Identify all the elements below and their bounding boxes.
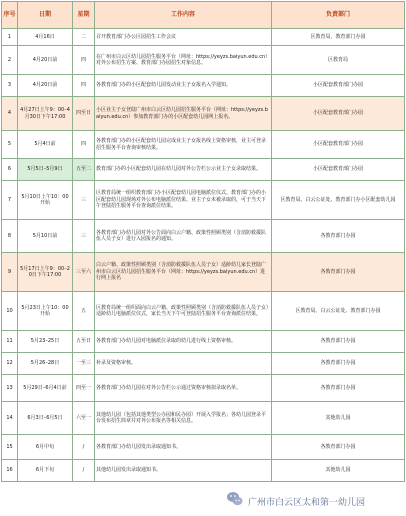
- row-content: 区教育局统一组织面向白云户籍、政策性照顾类别（含消防救援队伍人员子女）适龄幼儿电脑派位仪式，家长当天下午可登陆招生服务平台查询派位结果。: [95, 292, 272, 331]
- row-dept: 小区配套教育部门办园: [272, 131, 405, 159]
- row-date: 5月26–28日: [18, 353, 73, 375]
- row-weekday: 三: [73, 181, 95, 220]
- row-no: 6: [2, 159, 18, 181]
- row-content: 小区业主子女登陆广州市白云区幼儿园招生服务平台（网址：https://yeyzs.baiyun.edu.cn）参加教育部门办的小区配套幼儿园网上报名。: [95, 97, 272, 131]
- row-weekday: 四至一: [73, 375, 95, 402]
- table-row: [2, 353, 405, 375]
- row-dept: 小区配套教育部门办园: [272, 75, 405, 97]
- row-content: 区教育局统一组织教育部门办小区配套幼儿园电脑派位仪式。教育部门办的小区配套幼儿园现场对外公布电脑派位结果。业主子女未被录取的，可于当天下午登陆招生服务平台查询派位结果。: [95, 181, 272, 220]
- row-dept: 各教育部门办园: [272, 435, 405, 460]
- row-date: 6月下旬: [18, 460, 73, 482]
- row-no: 15: [2, 435, 18, 460]
- row-dept: 各教育部门办园: [272, 220, 405, 253]
- row-dept: 各教育部门办园: [272, 353, 405, 375]
- row-content: 白云户籍、政策性照顾类别（含消防救援队伍人员子女）适龄幼儿家长登陆广州市白云区幼儿园招生服务平台（网址：https://yeyzs.baiyun.edu.cn）进行网上报名: [95, 253, 272, 292]
- row-no: 1: [2, 29, 18, 46]
- table-row-highlighted: [2, 253, 405, 292]
- row-no: 13: [2, 375, 18, 402]
- row-weekday: 三至六: [73, 253, 95, 292]
- row-content: 各教育部门办幼儿园在对外公告栏公示通过资格审核拟录取名单。: [95, 375, 272, 402]
- row-weekday: 四: [73, 46, 95, 75]
- table-header-row: [2, 2, 405, 29]
- row-date: 5月10日前: [18, 220, 73, 253]
- row-weekday: 四: [73, 75, 95, 97]
- row-weekday: 五: [73, 292, 95, 331]
- row-content: 在广州市白云区幼儿园招生服务平台（网址：https://yeyzs.baiyun.edu.cn）对外公布招生方案、教育部门办园招生对象信息。: [95, 46, 272, 75]
- row-no: 16: [2, 460, 18, 482]
- row-no: 3: [2, 75, 18, 97]
- row-date: 4月20日前: [18, 75, 73, 97]
- row-dept: 小区配套教育部门办园: [272, 159, 405, 181]
- row-weekday: 四至日: [73, 97, 95, 131]
- table-row: [2, 46, 405, 75]
- row-no: 4: [2, 97, 18, 131]
- row-content: 其他幼儿园（包括其他类型公办园和民办园）开展入学报名；各幼儿园登录平台发布招生简章并对外公布报名等相关信息。: [95, 402, 272, 435]
- row-content: 补录及资格审核。: [95, 353, 272, 375]
- table-row: [2, 220, 405, 253]
- table-row: [2, 402, 405, 435]
- row-date: 6月中旬: [18, 435, 73, 460]
- row-no: 9: [2, 253, 18, 292]
- row-date: 5月17日上午9：00–20日下午17:00: [18, 253, 73, 292]
- row-weekday: /: [73, 460, 95, 482]
- table-row-highlighted: [2, 97, 405, 131]
- row-content: 各教育部门办幼儿园发出录取通知书。: [95, 435, 272, 460]
- row-dept: 小区配套教育部门办园: [272, 97, 405, 131]
- row-date: 5月23日上午10：00开始: [18, 292, 73, 331]
- table-row: [2, 131, 405, 159]
- row-date: 5月10日上午10：00开始: [18, 181, 73, 220]
- row-content: 其他幼儿园发出录取通知书。: [95, 460, 272, 482]
- table-row: [2, 331, 405, 353]
- row-weekday: /: [73, 435, 95, 460]
- row-no: 8: [2, 220, 18, 253]
- row-dept: 各教育部门办园: [272, 375, 405, 402]
- wechat-icon: [226, 490, 244, 508]
- table-row: [2, 435, 405, 460]
- row-weekday: 四: [73, 131, 95, 159]
- table-row: [2, 29, 405, 46]
- row-weekday: 一至三: [73, 353, 95, 375]
- row-no: 5: [2, 131, 18, 159]
- row-dept: 区教育局: [272, 46, 405, 75]
- row-no: 12: [2, 353, 18, 375]
- row-weekday: 三: [73, 220, 95, 253]
- row-date: 4月16日: [18, 29, 73, 46]
- row-content: 召开教育部门办公区园招生工作会议: [95, 29, 272, 46]
- header-content: 工作内容: [95, 2, 272, 29]
- row-no: 7: [2, 181, 18, 220]
- row-dept: 其他幼儿园: [272, 460, 405, 482]
- table-row: [2, 181, 405, 220]
- row-content: 各教育部门办幼儿园对电脑派位录取的幼儿进行线上资格审核。: [95, 331, 272, 353]
- row-date: 5月23–25日: [18, 331, 73, 353]
- header-dept: 负责部门: [272, 2, 405, 29]
- row-weekday: 五至日: [73, 331, 95, 353]
- row-content: 各教育部门办的小区配套幼儿园完成业主子女报名线上资格审核，业主可登录招生服务平台查询审核结果。: [95, 131, 272, 159]
- row-dept: 各教育部门办园: [272, 331, 405, 353]
- row-weekday: 六至一: [73, 402, 95, 435]
- table-row-selected: [2, 159, 405, 181]
- table-row: [2, 75, 405, 97]
- row-date: 5月5日–5月9日: [18, 159, 73, 181]
- row-dept: 各教育部门办园: [272, 253, 405, 292]
- header-weekday: 星期: [73, 2, 95, 29]
- header-no: 序号: [2, 2, 18, 29]
- table-row: [2, 460, 405, 482]
- table-row: [2, 292, 405, 331]
- row-dept: 其他幼儿园: [272, 402, 405, 435]
- row-dept: 区教育局、教育部门办园: [272, 29, 405, 46]
- row-content: 教育部门办的小区配套幼儿园在幼儿园对外公告栏公示业主子女录取结果。: [95, 159, 272, 181]
- row-weekday: 二: [73, 29, 95, 46]
- row-no: 11: [2, 331, 18, 353]
- row-date: 5月29日–6月4日前: [18, 375, 73, 402]
- header-date: 日期: [18, 2, 73, 29]
- row-content: 各教育部门办幼儿园对外公告面向白云户籍、政策性照顾类别（含消防救援队伍人员子女）进行入园报名的通知。: [95, 220, 272, 253]
- row-date: 4月27日上午9：00–4月30日下午17:00: [18, 97, 73, 131]
- table-row: [2, 375, 405, 402]
- row-date: 6月3日–6月5日: [18, 402, 73, 435]
- row-date: 5月4日前: [18, 131, 73, 159]
- row-date: 4月20日前: [18, 46, 73, 75]
- row-content: 各教育部门办的小区配套幼儿园发动业主子女报名入学通知。: [95, 75, 272, 97]
- row-no: 2: [2, 46, 18, 75]
- row-weekday: 五至二: [73, 159, 95, 181]
- row-dept: 区教育局、白云公证处、教育部门办小区配套幼儿园: [272, 181, 405, 220]
- row-no: 10: [2, 292, 18, 331]
- row-dept: 区教育局、白云公证处、教育部门办园: [272, 292, 405, 331]
- watermark-text: 广州市白云区太和第一幼儿园: [248, 498, 366, 508]
- row-no: 14: [2, 402, 18, 435]
- enrollment-schedule-table: [1, 1, 405, 482]
